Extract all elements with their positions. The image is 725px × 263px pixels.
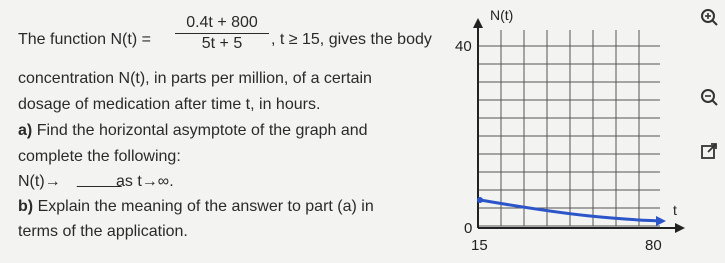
part-b-text: Explain the meaning of the answer to part (a) in <box>37 198 374 215</box>
part-a <box>18 121 368 141</box>
curve-start-point <box>477 197 483 203</box>
zoom-out-icon[interactable] <box>700 88 718 106</box>
part-a-text: Find the horizontal asymptote of the graph and <box>36 122 368 139</box>
part-b-label: b) <box>18 198 34 215</box>
part-b <box>18 197 374 217</box>
fraction <box>173 13 271 53</box>
problem-line2: concentration N(t), in parts per million, of a certain <box>18 70 372 87</box>
part-a-label: a) <box>18 122 33 139</box>
curve-end-arrow <box>656 216 666 226</box>
graph-grid <box>478 30 660 226</box>
x-tick-left: 15 <box>471 237 488 254</box>
problem-line1-pre: The function N(t) = <box>18 31 151 48</box>
x-axis-label: t <box>673 202 677 218</box>
part-b-text2: terms of the application. <box>18 223 188 240</box>
problem-line3: dosage of medication after time t, in hours. <box>18 96 321 113</box>
zoom-in-icon[interactable] <box>700 8 718 26</box>
x-tick-right: 80 <box>645 237 662 254</box>
y-axis-arrow <box>473 18 483 28</box>
fraction-denominator: 5t + 5 <box>201 35 243 52</box>
y-axis-label: N(t) <box>490 7 514 23</box>
y-tick-top: 40 <box>455 38 472 55</box>
part-a-text2: complete the following: <box>18 148 181 165</box>
answer-blank[interactable]: _____ <box>77 171 122 188</box>
problem-line1-post: , t ≥ 15, gives the body <box>271 31 432 48</box>
graph <box>440 0 690 263</box>
expand-icon[interactable] <box>700 142 718 160</box>
limit-lhs: N(t)→ <box>18 173 61 190</box>
limit-rhs: as t→∞. <box>116 173 174 190</box>
x-axis-arrow <box>675 223 685 233</box>
y-tick-origin: 0 <box>464 220 473 237</box>
fraction-numerator: 0.4t + 800 <box>186 14 258 31</box>
